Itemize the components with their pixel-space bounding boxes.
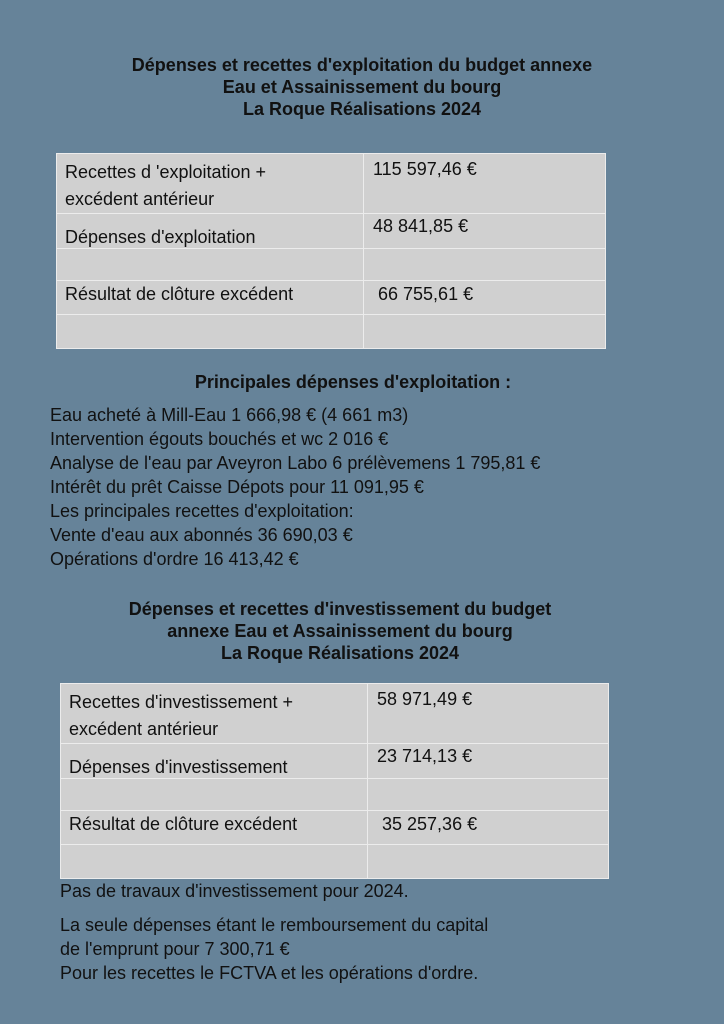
- table-row: [57, 214, 606, 249]
- investissement-title-line: Dépenses et recettes d'investissement du budget: [128, 599, 552, 619]
- table-cell-value: [368, 811, 609, 845]
- table-row: [61, 845, 609, 879]
- row-value: 48 841,85 €: [373, 216, 469, 236]
- table-row: [57, 154, 606, 214]
- principales-title: Principales dépenses d'exploitation :: [194, 372, 512, 392]
- table-cell-empty: [61, 779, 368, 811]
- table-row: [61, 811, 609, 845]
- table-cell-label: [57, 154, 364, 214]
- row-label: Résultat de clôture excédent: [69, 814, 298, 834]
- table-cell-label: [61, 744, 368, 779]
- table-cell-empty: [364, 249, 606, 281]
- table-cell-label: [61, 684, 368, 744]
- table-cell-empty: [364, 315, 606, 349]
- table-cell-label: [61, 811, 368, 845]
- table-row: [57, 249, 606, 281]
- table-cell-empty: [57, 315, 364, 349]
- row-label: excédent antérieur: [65, 189, 215, 209]
- exploitation-title-line: La Roque Réalisations 2024: [242, 99, 482, 119]
- note-line: La seule dépenses étant le remboursement du capital: [60, 915, 489, 935]
- note-line: Pour les recettes le FCTVA et les opérations d'ordre.: [60, 963, 479, 983]
- table-row: [61, 779, 609, 811]
- exploitation-table: [56, 153, 606, 349]
- row-value: 66 755,61 €: [378, 284, 474, 304]
- table-cell-empty: [368, 779, 609, 811]
- table-cell-label: [57, 214, 364, 249]
- table-cell-value: [364, 214, 606, 249]
- table-cell-value: [368, 684, 609, 744]
- table-row: [57, 281, 606, 315]
- list-item: Eau acheté à Mill-Eau 1 666,98 € (4 661 m3): [50, 405, 409, 425]
- table-cell-value: [364, 154, 606, 214]
- note-line: de l'emprunt pour 7 300,71 €: [60, 939, 290, 959]
- investissement-title: [0, 598, 680, 664]
- investissement-notes: [60, 913, 488, 985]
- row-label: Recettes d 'exploitation +: [65, 162, 267, 182]
- exploitation-title: [0, 54, 724, 120]
- list-item: Intervention égouts bouchés et wc 2 016 €: [50, 429, 389, 449]
- table-cell-label: [57, 281, 364, 315]
- table-row: [61, 744, 609, 779]
- investissement-table: [60, 683, 609, 879]
- exploitation-title-line: Eau et Assainissement du bourg: [222, 77, 502, 97]
- table-row: [61, 684, 609, 744]
- table-cell-value: [368, 744, 609, 779]
- list-item: Les principales recettes d'exploitation:: [50, 501, 354, 521]
- list-item: Analyse de l'eau par Aveyron Labo 6 prélèvemens 1 795,81 €: [50, 453, 541, 473]
- row-value: 35 257,36 €: [382, 814, 478, 834]
- list-item: Intérêt du prêt Caisse Dépots pour 11 091,95 €: [50, 477, 424, 497]
- table-cell-empty: [57, 249, 364, 281]
- table-cell-empty: [61, 845, 368, 879]
- row-value: 115 597,46 €: [373, 159, 477, 179]
- row-label: Résultat de clôture excédent: [65, 284, 294, 304]
- row-label: Recettes d'investissement +: [69, 692, 294, 712]
- list-item: Opérations d'ordre 16 413,42 €: [50, 549, 299, 569]
- row-label: Dépenses d'exploitation: [65, 227, 256, 247]
- table-row: [57, 315, 606, 349]
- row-value: 58 971,49 €: [377, 689, 473, 709]
- investissement-title-line: La Roque Réalisations 2024: [220, 643, 460, 663]
- row-value: 23 714,13 €: [377, 746, 473, 766]
- exploitation-title-line: Dépenses et recettes d'exploitation du budget annexe: [131, 55, 593, 75]
- table-cell-empty: [368, 845, 609, 879]
- table-cell-value: [364, 281, 606, 315]
- principales-list: [50, 403, 540, 571]
- investissement-title-line: annexe Eau et Assainissement du bourg: [167, 621, 513, 641]
- list-item: Vente d'eau aux abonnés 36 690,03 €: [50, 525, 353, 545]
- row-label: excédent antérieur: [69, 719, 219, 739]
- investissement-note: Pas de travaux d'investissement pour 2024.: [60, 881, 409, 901]
- row-label: Dépenses d'investissement: [69, 757, 288, 777]
